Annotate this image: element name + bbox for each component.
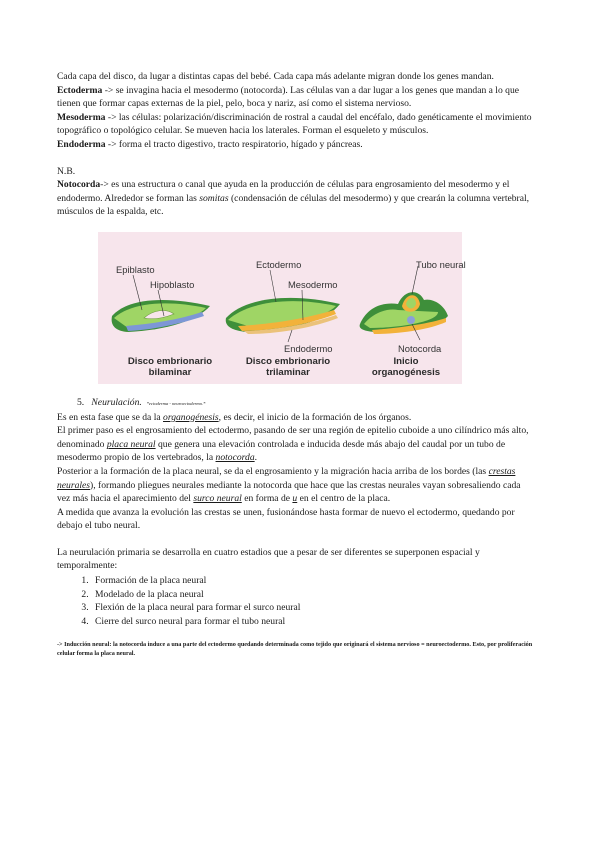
- notocorda-term-2: notocorda: [215, 452, 255, 464]
- label-hipoblasto: Hipoblasto: [150, 278, 195, 290]
- neur-p3-b: ), formando pliegues neurales mediante la notocorda que hace que las crestas neurales vayan sobresaliendo cada vez más hacia el aparecimiento del: [57, 479, 521, 505]
- neur-p3-a: Posterior a la formación de la placa neural, se da el engrosamiento y la migración hacia arriba de los bordes (las: [57, 465, 489, 477]
- caption-bilaminar-line2: bilaminar: [148, 366, 192, 378]
- caption-organogenesis-line2: organogénesis: [371, 366, 441, 378]
- notocorda-paragraph: [57, 178, 535, 219]
- list-item: 4. Cierre del surco neural para formar el tubo neural: [91, 615, 535, 629]
- somitas-term: somitas: [199, 192, 229, 204]
- endoderma-text: -> forma el tracto digestivo, tracto respiratorio, hígado y páncreas.: [105, 138, 363, 150]
- caption-bilaminar: [110, 356, 230, 378]
- ectoderma-term: Ectoderma: [57, 84, 103, 96]
- list-item: 2. Modelado de la placa neural: [91, 588, 535, 602]
- section-heading: [57, 396, 535, 411]
- mesoderma-paragraph: [57, 111, 535, 138]
- endodermo-pointer: [288, 330, 292, 342]
- neur-p2-a: El primer paso es el engrosamiento del ectodermo, pasando de ser una región de epitelio cuboide a uno cilíndrico más alto, denominado: [57, 425, 529, 450]
- neur-p3: [57, 465, 535, 506]
- neur-p3-c: en forma de: [241, 493, 293, 505]
- notocorda-term: Notocorda: [57, 179, 101, 191]
- primary-neurulation-paragraph: La neurulación primaria se desarrolla en cuatro estadios que a pesar de ser diferentes se superponen espacial y temporalmente:: [57, 546, 480, 572]
- neur-p3-d: en el centro de la placa.: [297, 493, 391, 505]
- label-ectodermo: Ectodermo: [256, 258, 302, 270]
- notocorda-text: -> es una estructura o canal que ayuda en la producción de células para engrosamiento del mesodermo y el endodermo. Alrededor se forman las: [57, 179, 510, 204]
- caption-trilaminar: [228, 356, 348, 378]
- caption-bilaminar-line1: Disco embrionario: [127, 355, 213, 367]
- section-note: *ectoderma - neuroectodermo.*: [146, 400, 206, 406]
- footnote: -> Inducción neural: la notocorda induce a una parte del ectodermo quedando determinada como tejido que originará el sistema nervioso = neuroectodermo. Esto, por proliferación celular forma la placa neural.: [57, 641, 533, 658]
- organogenesis-term: organogénesis: [163, 411, 219, 423]
- caption-organogenesis-line1: Inicio: [393, 355, 419, 367]
- section-number: 5.: [77, 396, 85, 408]
- section-title: Neurulación.: [91, 396, 142, 408]
- caption-trilaminar-line1: Disco embrionario: [245, 355, 331, 367]
- list-item: 3. Flexión de la placa neural para formar el surco neural: [91, 601, 535, 615]
- neur-p2-b: que genera una elevación controlada e inducida desde más abajo del caudal por un tubo de mesodermo propio de los vertebrados, la: [57, 438, 506, 464]
- label-epiblasto: Epiblasto: [116, 263, 155, 275]
- placa-neural-term: placa neural: [106, 438, 156, 450]
- caption-organogenesis: [356, 356, 456, 378]
- label-endodermo: Endodermo: [284, 342, 333, 354]
- document-page: [57, 70, 535, 658]
- ectoderma-text: -> se invagina hacia el mesodermo (notocorda). Las células van a dar lugar a los genes que mandan a lo que tienen que formar capas externas de la piel, pelo, boca y nariz, así como el sistema nervioso.: [57, 84, 520, 110]
- notocorda-dot: [407, 316, 415, 324]
- endoderma-paragraph: [57, 138, 535, 152]
- nb-label: N.B.: [57, 165, 76, 177]
- label-mesodermo: Mesodermo: [288, 278, 338, 290]
- neur-p1-b: , es decir, el inicio de la formación de los órganos.: [218, 411, 412, 423]
- intro-paragraph: Cada capa del disco, da lugar a distintas capas del bebé. Cada capa más adelante migran donde los genes mandan.: [57, 71, 494, 82]
- neur-p4: A medida que avanza la evolución las crestas se unen, fusionándose hasta formar de nuevo el ectodermo, quedando por debajo el tubo neural.: [57, 506, 515, 532]
- crestas-neurales-term: crestas neurales: [57, 465, 516, 491]
- mesoderma-text: -> las células: polarización/discriminación de rostral a caudal del encéfalo, dado genéticamente el movimiento topográfico o topológico celular. Se mueven hacia los laterales. Forman el esqueleto y músculos.: [57, 111, 532, 137]
- u-term: u: [292, 493, 298, 505]
- neur-p2-c: .: [254, 452, 258, 464]
- stages-list: [57, 574, 535, 628]
- endoderma-term: Endoderma: [57, 138, 106, 150]
- mesoderma-term: Mesoderma: [57, 111, 106, 123]
- neur-p2: [57, 424, 535, 465]
- notocorda-text-2: (condensación de células del mesodermo) y que crearán la columna vertebral, músculos de la espalda, etc.: [57, 192, 530, 218]
- label-notocorda: Notocorda: [398, 342, 442, 354]
- label-tubo-neural: Tubo neural: [416, 258, 466, 270]
- neur-p1: [57, 411, 535, 425]
- embryo-figure: [98, 232, 466, 384]
- caption-trilaminar-line2: trilaminar: [266, 366, 310, 378]
- neur-p1-a: Es en esta fase que se da la: [57, 411, 164, 423]
- list-item: 1. Formación de la placa neural: [91, 574, 535, 588]
- ectodermo-pointer: [270, 270, 276, 302]
- surco-neural-term: surco neural: [193, 493, 242, 505]
- ectoderma-paragraph: [57, 84, 535, 111]
